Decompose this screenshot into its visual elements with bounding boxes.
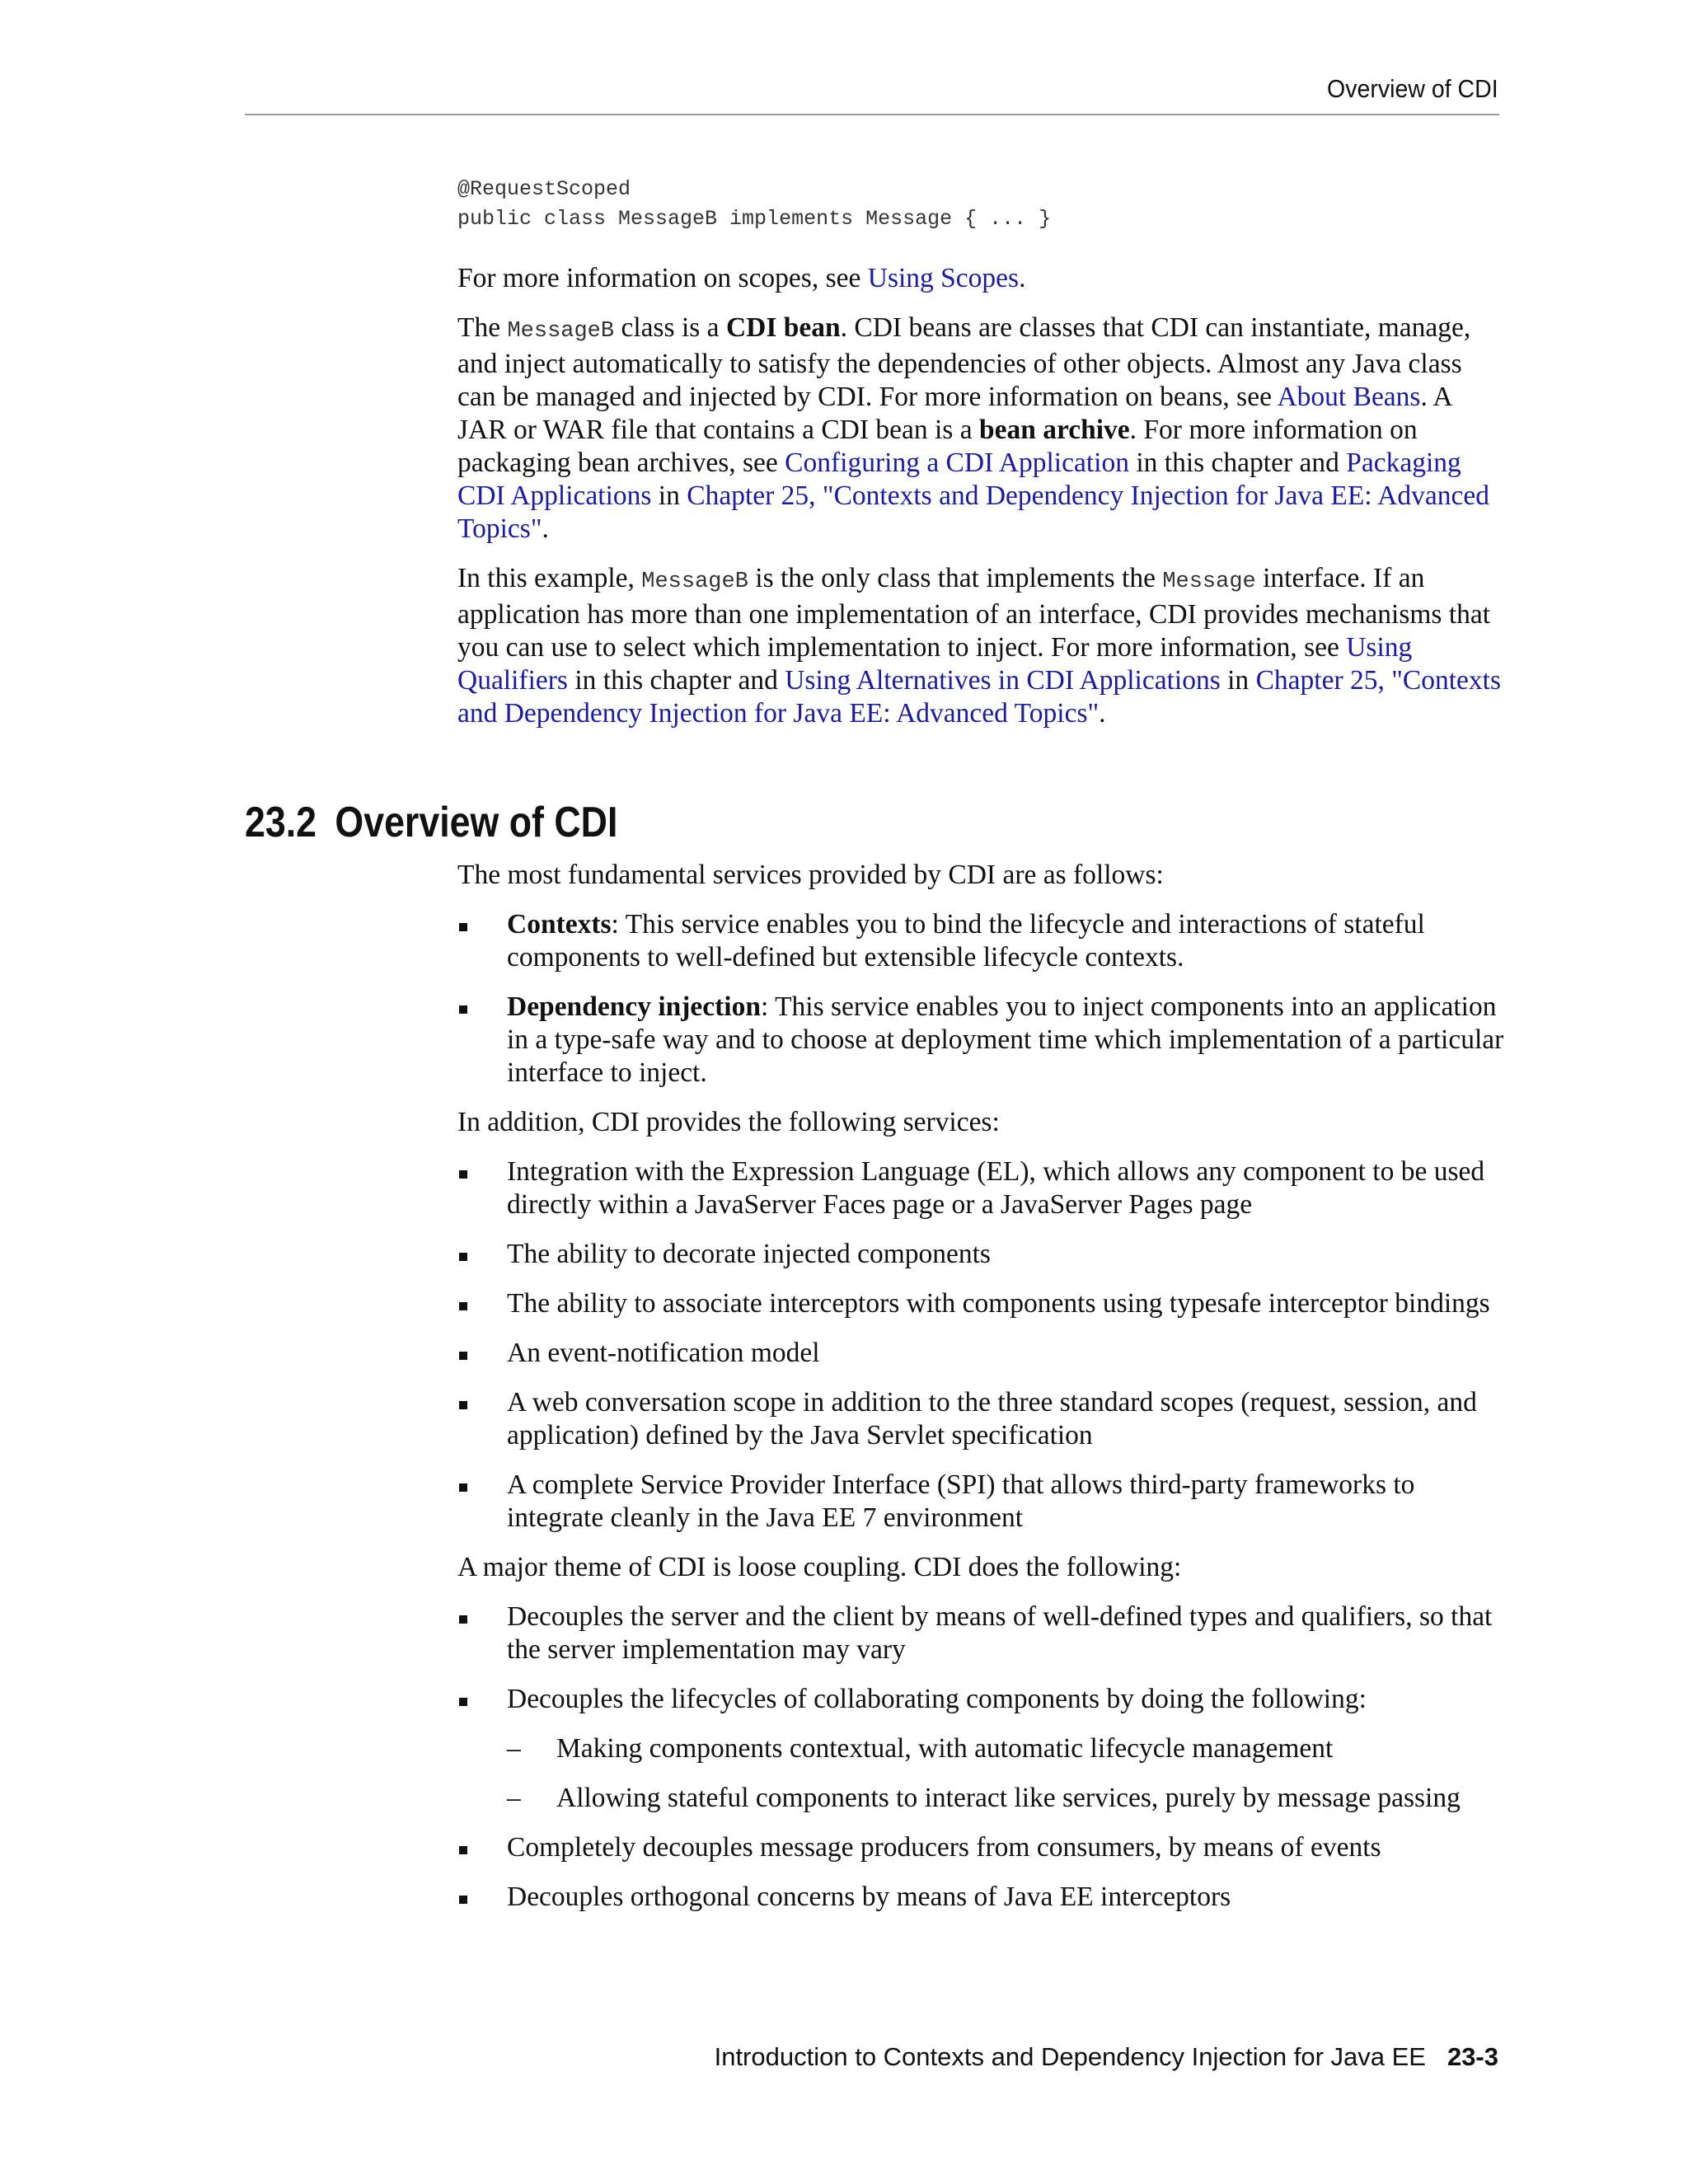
text: in [1220, 665, 1256, 696]
link-chapter-25[interactable]: Chapter 25, "Contexts and Dependency Injection for Java EE: Advanced Topics" [457, 480, 1489, 544]
list-item [457, 908, 1504, 974]
running-header: Overview of CDI [1327, 74, 1498, 103]
term-cdi-bean: CDI bean [725, 312, 841, 343]
term-dependency-injection: Dependency injection [507, 991, 761, 1022]
paragraph-cdi-bean [457, 312, 1504, 546]
header-divider [245, 114, 1499, 115]
code-messageb: MessageB [641, 569, 748, 594]
coupling-list [457, 1601, 1504, 1914]
text: . [1099, 698, 1106, 729]
text: : This service enables you to bind the lifecycle and interactions of stateful components to well-defined but extensible lifecycle contexts. [507, 909, 1425, 972]
list-item: Decouples orthogonal concerns by means of Java EE interceptors [457, 1881, 1504, 1914]
list-item: Integration with the Expression Language (EL), which allows any component to be used directly within a JavaServer Faces page or a JavaServer Pages page [457, 1155, 1504, 1221]
section-body [457, 859, 1504, 1930]
link-configuring-cdi-application[interactable]: Configuring a CDI Application [785, 448, 1129, 478]
additional-intro: In addition, CDI provides the following services: [457, 1107, 1000, 1137]
link-using-qualifiers[interactable]: Using Qualifiers [457, 632, 1413, 696]
paragraph-scopes [457, 262, 1504, 295]
running-footer [715, 2042, 1498, 2072]
text: in [651, 480, 687, 511]
link-chapter-25[interactable]: Chapter 25, "Contexts and Dependency Injection for Java EE: Advanced Topics" [457, 665, 1502, 729]
list-item: Completely decouples message producers from consumers, by means of events [457, 1831, 1504, 1864]
list-item: The ability to decorate injected components [457, 1238, 1504, 1271]
text: . For more information on packaging bean archives, see [457, 415, 1418, 478]
sub-list-item: – Making components contextual, with automatic lifecycle management [507, 1732, 1504, 1765]
list-item [457, 991, 1504, 1090]
text: class is a [614, 312, 726, 343]
code-line-2: public class MessageB implements Message { ... } [457, 207, 1052, 231]
text: . [542, 513, 549, 544]
additional-services-list [457, 1155, 1504, 1535]
sub-list [507, 1732, 1504, 1815]
list-item: An event-notification model [457, 1337, 1504, 1370]
list-item [457, 1683, 1504, 1815]
list-item: A web conversation scope in addition to the three standard scopes (request, session, and application) defined by the Java Servlet specification [457, 1386, 1504, 1452]
code-sample [457, 175, 1504, 234]
list-item: The ability to associate interceptors with components using typesafe interceptor bindings [457, 1287, 1504, 1320]
page-number: 23-3 [1447, 2042, 1498, 2071]
fundamental-intro: The most fundamental services provided by CDI are as follows: [457, 860, 1164, 890]
text: is the only class that implements the [748, 563, 1163, 593]
list-item: A complete Service Provider Interface (SPI) that allows third-party frameworks to integrate cleanly in the Java EE 7 environment [457, 1469, 1504, 1535]
text: : This service enables you to inject components into an application in a type-safe way and to choose at deployment time which implementation of a particular interface to inject. [507, 991, 1504, 1088]
term-bean-archive: bean archive [978, 415, 1130, 445]
footer-title: Introduction to Contexts and Dependency Injection for Java EE [714, 2042, 1426, 2071]
intro-body [457, 175, 1504, 747]
section-number: 23.2 [245, 799, 317, 846]
section-title: Overview of CDI [335, 799, 618, 846]
text: in this chapter and [567, 665, 785, 696]
text: . CDI beans are classes that CDI can instantiate, manage, and inject automatically to satisfy the dependencies of other objects. Almost any Java class can be managed and injected by CDI. For more information on beans, see [457, 312, 1471, 412]
text: The [457, 312, 508, 343]
sub-list-item: – Allowing stateful components to interact like services, purely by message passing [507, 1782, 1504, 1815]
code-message: Message [1162, 569, 1256, 594]
section-heading [245, 798, 617, 847]
link-using-scopes[interactable]: Using Scopes [867, 263, 1020, 293]
text: . A JAR or WAR file that contains a CDI bean is a [457, 382, 1451, 445]
link-packaging-cdi-applications[interactable]: Packaging CDI Applications [457, 448, 1461, 511]
paragraph-implementations [457, 562, 1504, 730]
code-line-1: @RequestScoped [457, 177, 631, 201]
text: interface. If an application has more than one implementation of an interface, CDI provides mechanisms that you can use to select which implementation to inject. For more information, see [457, 563, 1491, 663]
text: For more information on scopes, see [457, 263, 868, 293]
text: Decouples the lifecycles of collaborating components by doing the following: [507, 1684, 1367, 1714]
link-about-beans[interactable]: About Beans [1277, 382, 1421, 412]
link-using-alternatives[interactable]: Using Alternatives in CDI Applications [785, 665, 1221, 696]
code-messageb: MessageB [507, 319, 615, 344]
coupling-intro: A major theme of CDI is loose coupling. CDI does the following: [457, 1552, 1182, 1582]
text: in this chapter and [1128, 448, 1347, 478]
fundamental-services-list [457, 908, 1504, 1090]
list-item: Decouples the server and the client by means of well-defined types and qualifiers, so that the server implementation may vary [457, 1601, 1504, 1666]
term-contexts: Contexts [507, 909, 612, 940]
text: . [1019, 263, 1026, 293]
text: In this example, [457, 563, 642, 593]
